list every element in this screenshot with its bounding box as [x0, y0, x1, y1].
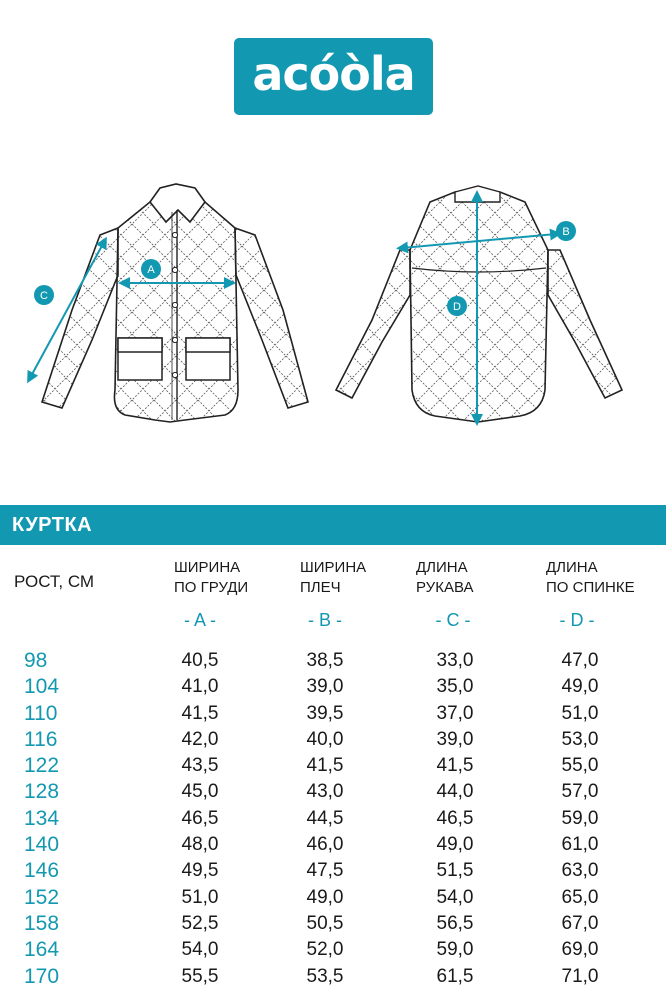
back-length-cell: 67,0 [561, 912, 599, 934]
size-cell: 158 [24, 911, 60, 935]
sleeve-cell: 46,5 [436, 807, 474, 829]
chest-cell: 49,5 [181, 860, 219, 882]
marker-b: B [562, 226, 570, 238]
chest-cell: 51,0 [181, 886, 219, 908]
chest-cell: 41,0 [181, 676, 219, 698]
chest-cell: 45,0 [181, 781, 219, 803]
back-length-cell: 59,0 [561, 807, 599, 829]
column-letter-b: - B - [308, 610, 342, 630]
chest-cell: 52,5 [181, 912, 219, 934]
column-header-line1: ДЛИНА [546, 559, 598, 576]
sleeve-cell: 33,0 [436, 650, 474, 671]
marker-c: C [40, 290, 48, 302]
size-table-body [0, 648, 666, 990]
size-cell: 116 [24, 727, 58, 751]
shoulders-cell: 47,5 [306, 860, 344, 882]
shoulders-cell: 39,5 [306, 702, 344, 724]
table-row [0, 937, 666, 963]
marker-d: D [453, 301, 461, 313]
column-letter-d: - D - [559, 610, 595, 630]
size-cell: 164 [24, 938, 60, 962]
column-header-shoulders [300, 558, 366, 598]
column-header-line1: ДЛИНА [416, 559, 468, 576]
column-header-sleeve [416, 558, 473, 598]
chest-cell: 40,5 [181, 650, 219, 671]
shoulders-cell: 44,5 [306, 807, 344, 829]
back-length-cell: 47,0 [561, 650, 599, 671]
back-length-cell: 65,0 [561, 886, 599, 908]
height-column-header: РОСТ, СМ [14, 572, 95, 591]
chest-cell: 46,5 [181, 807, 219, 829]
column-header-back-length [546, 558, 635, 598]
shoulders-cell: 41,5 [306, 755, 344, 777]
section-banner [0, 505, 666, 545]
shoulders-cell: 53,5 [306, 965, 344, 987]
chest-cell: 42,0 [181, 728, 219, 750]
chest-cell: 48,0 [181, 834, 219, 856]
sleeve-cell: 39,0 [436, 728, 474, 750]
table-row [0, 648, 666, 674]
shoulders-cell: 38,5 [306, 650, 344, 671]
shoulders-cell: 43,0 [306, 781, 344, 803]
sleeve-cell: 41,5 [436, 755, 474, 777]
column-header-line2: РУКАВА [416, 579, 474, 596]
chest-cell: 54,0 [181, 939, 219, 961]
sleeve-cell: 49,0 [436, 834, 474, 856]
column-header-line2: ПО СПИНКЕ [546, 579, 635, 596]
column-header-line1: ШИРИНА [300, 559, 367, 576]
shoulders-cell: 52,0 [306, 939, 344, 961]
size-cell: 170 [24, 964, 60, 988]
table-row [0, 832, 666, 858]
brand-logo-text: acóòla [252, 46, 415, 101]
back-length-cell: 69,0 [561, 939, 599, 961]
sleeve-cell: 51,5 [436, 860, 474, 882]
shoulders-cell: 49,0 [306, 886, 344, 908]
chest-cell: 43,5 [181, 755, 219, 777]
table-row [0, 701, 666, 727]
sleeve-cell: 56,5 [436, 912, 474, 934]
table-row [0, 753, 666, 779]
column-letter-c: - C - [435, 610, 471, 630]
back-length-cell: 53,0 [561, 728, 599, 750]
size-cell: 128 [24, 780, 60, 804]
marker-a: A [147, 264, 155, 276]
table-row [0, 858, 666, 884]
table-row [0, 674, 666, 700]
sleeve-cell: 61,5 [436, 965, 474, 987]
jacket-back-view [336, 186, 622, 422]
column-header-line2: ПО ГРУДИ [174, 579, 249, 596]
size-cell: 140 [24, 833, 60, 857]
chest-cell: 41,5 [181, 702, 219, 724]
sleeve-cell: 54,0 [436, 886, 474, 908]
brand-logo [234, 38, 433, 115]
table-row [0, 911, 666, 937]
sleeve-cell: 37,0 [436, 702, 474, 724]
section-title: КУРТКА [12, 513, 93, 536]
size-cell: 110 [24, 701, 58, 725]
size-cell: 98 [24, 649, 48, 672]
shoulders-cell: 50,5 [306, 912, 344, 934]
chest-cell: 55,5 [181, 965, 219, 987]
column-header-line2: ПЛЕЧ [300, 579, 341, 596]
table-row [0, 779, 666, 805]
size-cell: 104 [24, 675, 60, 699]
back-length-cell: 49,0 [561, 676, 599, 698]
size-cell: 134 [24, 806, 60, 830]
jacket-diagram [0, 180, 666, 440]
back-length-cell: 51,0 [561, 702, 599, 724]
sleeve-cell: 35,0 [436, 676, 474, 698]
size-cell: 152 [24, 885, 60, 909]
size-cell: 122 [24, 754, 60, 778]
shoulders-cell: 46,0 [306, 834, 344, 856]
shoulders-cell: 40,0 [306, 728, 344, 750]
column-header-chest [174, 558, 248, 598]
back-length-cell: 71,0 [561, 965, 599, 987]
size-cell: 146 [24, 859, 60, 883]
column-letter-a: - A - [183, 610, 216, 630]
back-length-cell: 61,0 [561, 834, 599, 856]
shoulders-cell: 39,0 [306, 676, 344, 698]
table-row [0, 806, 666, 832]
table-row [0, 727, 666, 753]
back-length-cell: 55,0 [561, 755, 599, 777]
back-length-cell: 57,0 [561, 781, 599, 803]
back-length-cell: 63,0 [561, 860, 599, 882]
table-row [0, 964, 666, 990]
sleeve-cell: 59,0 [436, 939, 474, 961]
table-row [0, 885, 666, 911]
jacket-front-view [30, 184, 308, 422]
sleeve-cell: 44,0 [436, 781, 474, 803]
column-header-line1: ШИРИНА [174, 559, 241, 576]
